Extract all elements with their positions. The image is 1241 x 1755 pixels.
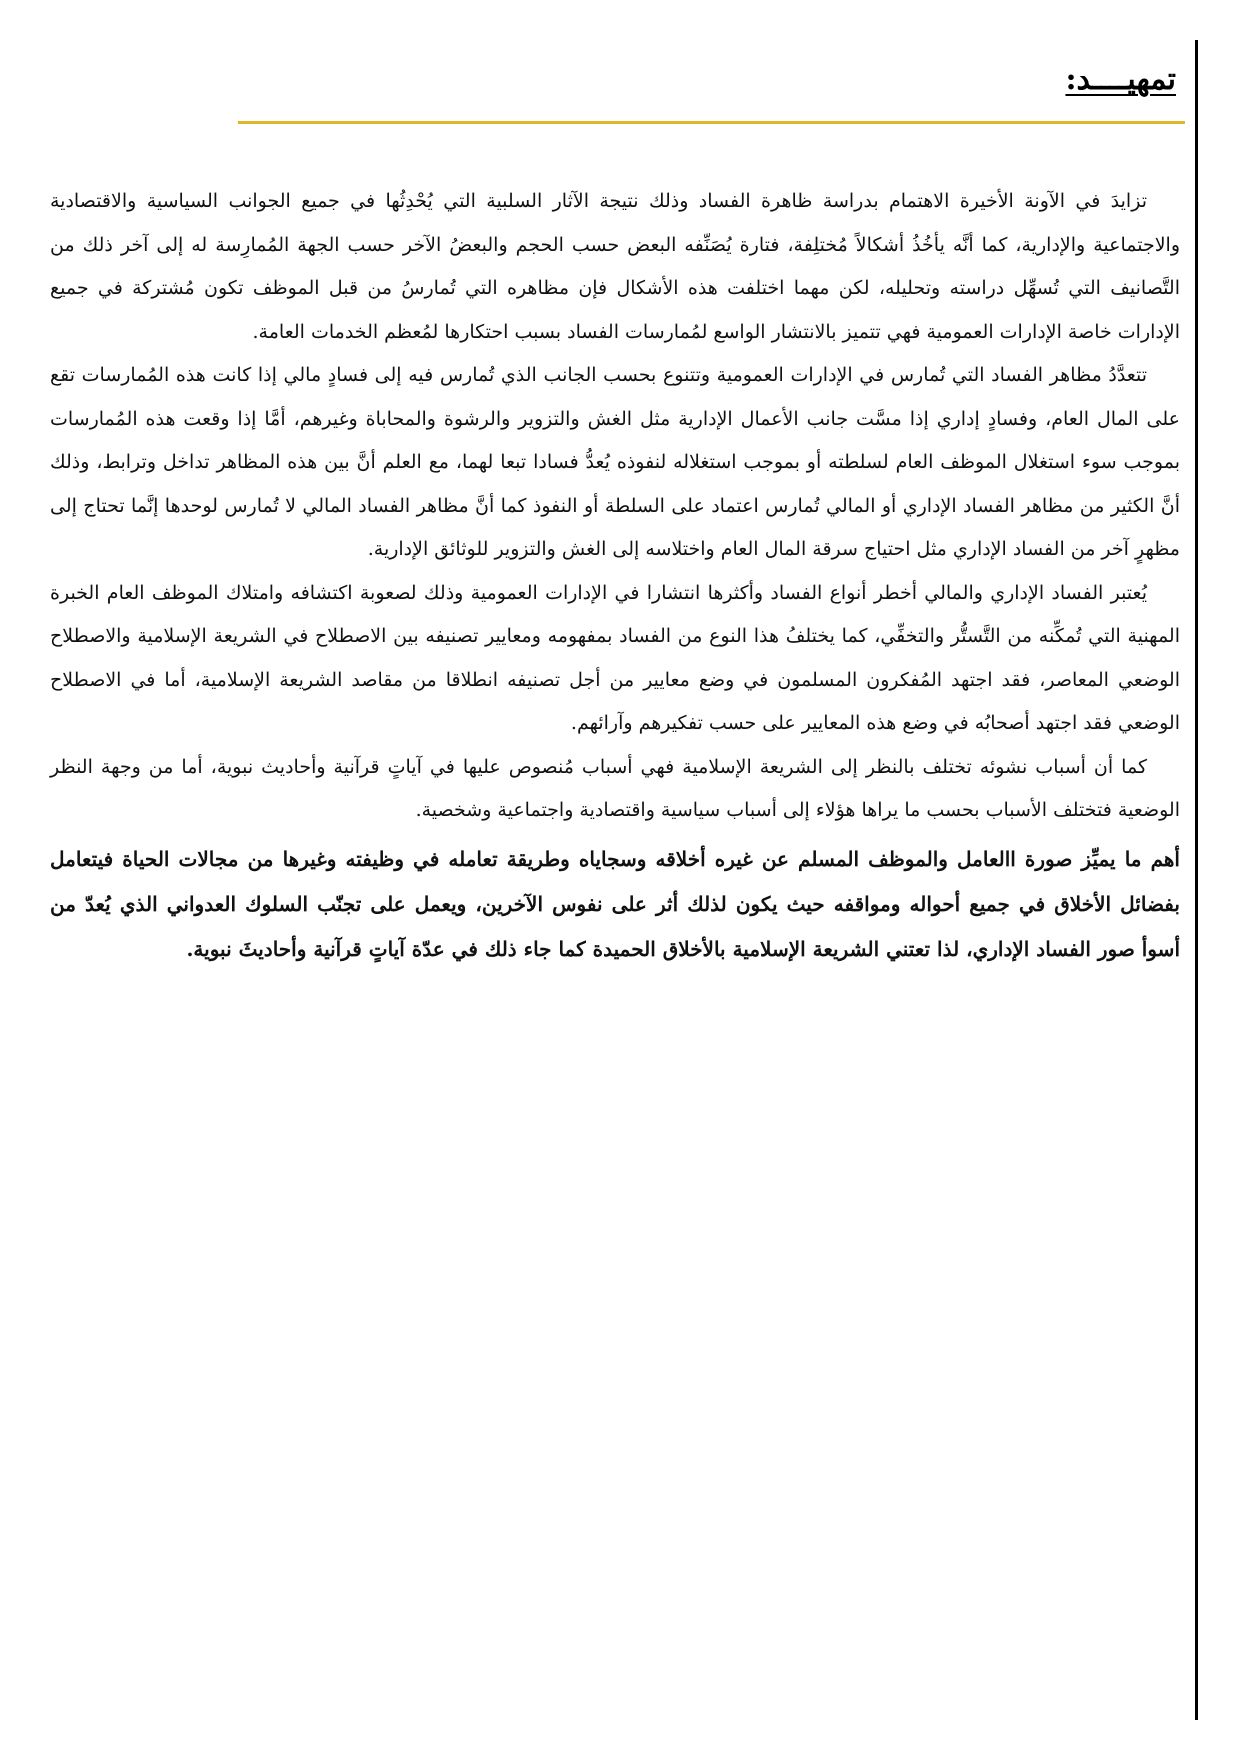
paragraph-3: يُعتبر الفساد الإداري والمالي أخطر أنواع الفساد وأكثرها انتشارا في الإدارات العمومية وذلك لصعوبة اكتشافه وامتلاك الموظف العام الخبرة المهنية التي تُمكِّنه من التَّستُّر والتخفِّي، كما يختلفُ هذا النوع من الفساد بمفهومه ومعايير تصنيفه بين الاصطلاح في الشريعة الإسلامية والاصطلاح الوضعي المعاصر، فقد اجتهد المُفكرون المسلمون في وضع معايير من أجل تصنيفه انطلاقا من مقاصد الشريعة الإسلامية، أما في الاصطلاح الوضعي فقد اجتهد أصحابُه في وضع هذه المعايير على حسب تفكيرهم وآرائهم. — [50, 581, 1180, 734]
page-right-border — [1195, 40, 1198, 1720]
paragraph-4: كما أن أسباب نشوئه تختلف بالنظر إلى الشريعة الإسلامية فهي أسباب مُنصوص عليها في آياتٍ قرآنية وأحاديث نبوية، أما من وجهة النظر الوضعية فتختلف الأسباب بحسب ما يراها هؤلاء إلى أسباب سياسية واقتصادية واجتماعية وشخصية. — [50, 755, 1180, 821]
paragraph-1: تزايدَ في الآونة الأخيرة الاهتمام بدراسة ظاهرة الفساد وذلك نتيجة الآثار السلبية التي يُحْدِثُها في جميع الجوانب السياسية والاقتصادية والاجتماعية والإدارية، كما أنَّه يأخُذُ أشكالاً مُختلِفة، فتارة يُصَنِّفه البعض حسب الحجم والبعضُ الآخر حسب الجهة المُمارِسة له إلى آخر ذلك من التَّصانيف التي تُسهِّل دراسته وتحليله، لكن مهما اختلفت هذه الأشكال فإن مظاهره التي تُمارسُ من قبل الموظف تكون مُشتركة في جميع الإدارات خاصة الإدارات العمومية فهي تتميز بالانتشار الواسع لمُمارسات الفساد بسبب احتكارها لمُعظم الخدمات العامة. — [50, 190, 1180, 343]
heading-underline-rule — [238, 121, 1185, 124]
closing-bold-paragraph: أهم ما يميِّز صورة االعامل والموظف المسلم عن غيره أخلاقه وسجاياه وطريقة تعامله في وظيفته وغيرها من مجالات الحياة فيتعامل بفضائل الأخلاق في جميع أحواله ومواقفه حيث يكون لذلك أثر على نفوس الآخرين، ويعمل على تجنّب السلوك العدواني الذي يُعدّ من أسوأ صور الفساد الإداري، لذا تعتني الشريعة الإسلامية بالأخلاق الحميدة كما جاء ذلك في عدّة آياتٍ قرآنية وأحاديثَ نبوية. — [50, 846, 1180, 961]
section-heading: تمهيــــد: — [1065, 62, 1176, 97]
paragraph-2: تتعدَّدُ مظاهر الفساد التي تُمارس في الإدارات العمومية وتتنوع بحسب الجانب الذي تُمارس فيه إلى فسادٍ مالي إذا كانت هذه المُمارسات تقع على المال العام، وفسادٍ إداري إذا مسَّت جانب الأعمال الإدارية مثل الغش والتزوير والرشوة والمحاباة وغيرهم، أمَّا إذا وقعت هذه المُمارسات بموجب سوء استغلال الموظف العام لسلطته أو بموجب استغلاله لنفوذه يُعدُّ فسادا تبعا لهما، مع العلم أنَّ بين هذه المظاهر تداخل وترابط، وذلك أنَّ الكثير من مظاهر الفساد الإداري أو المالي تُمارس اعتماد على السلطة أو النفوذ كما أنَّ مظاهر الفساد المالي لا تُمارس لوحدها إنَّما تحتاج إلى مظهرٍ آخر من الفساد الإداري مثل احتياج سرقة المال العام واختلاسه إلى الغش والتزوير للوثائق الإدارية. — [50, 364, 1180, 560]
body-text — [50, 180, 1180, 972]
